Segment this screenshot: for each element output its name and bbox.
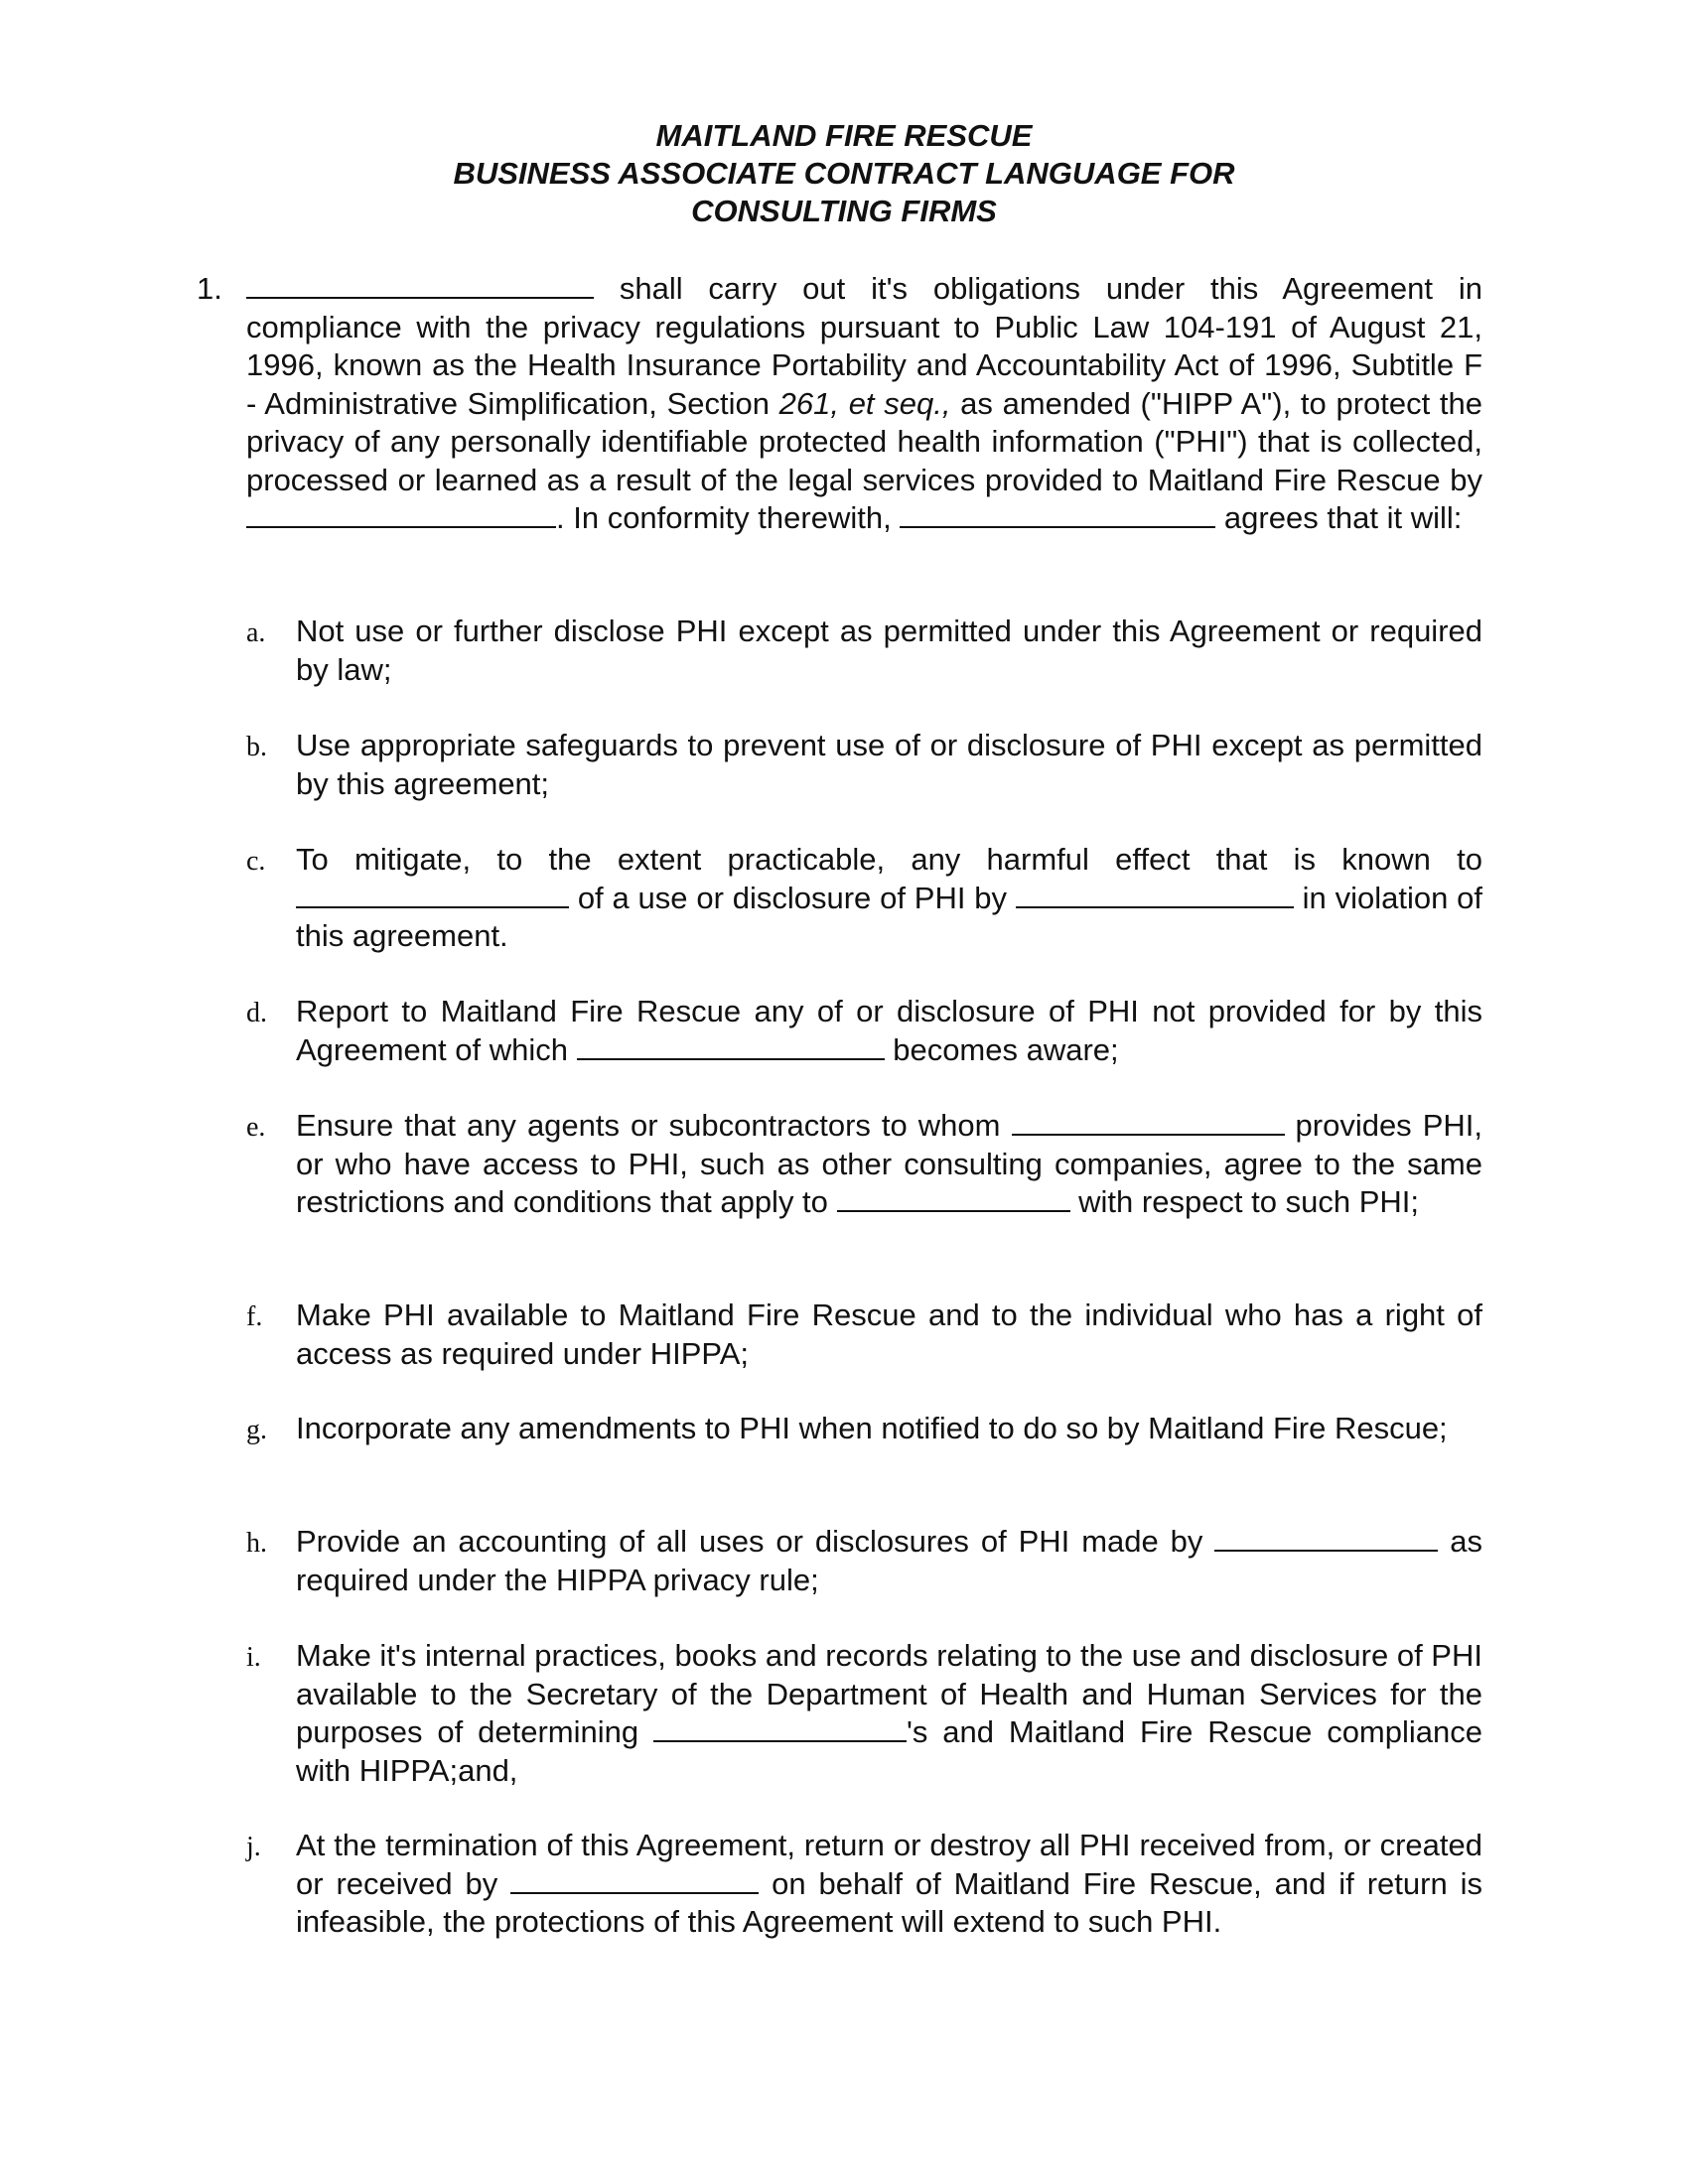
clause-number: 1.: [197, 271, 222, 306]
clause-text-segment: 's and Maitland Fire Rescue compliance with HIPPA;and,: [296, 1714, 1482, 1788]
document-header: [0, 117, 1688, 230]
sub-clause-letter: i.: [246, 1642, 261, 1673]
header-title-line-1: MAITLAND FIRE RESCUE: [655, 118, 1033, 153]
clause-text-segment: shall carry out it's obligations under this Agreement in compliance with the privacy regulations pursuant to Public Law 104-191 of August 21, 1996, known as the Health Insurance Portability and Accountability Act of 1996, Subtitle F - Administrative Simplification, Section: [246, 271, 1482, 421]
clause-text-segment: Incorporate any amendments to PHI when notified to do so by Maitland Fire Rescue;: [296, 1411, 1448, 1445]
clause-text-segment: . In conformity therewith,: [556, 500, 901, 535]
sub-clause-text: [296, 1637, 1482, 1790]
blank-line: [1016, 881, 1294, 908]
sub-clause-letter: e.: [246, 1112, 266, 1143]
clause-text-segment: Report to Maitland Fire Rescue any of or disclosure of PHI not provided for by this Agreement of which: [296, 994, 1482, 1067]
clause-text-segment: Use appropriate safeguards to prevent use of or disclosure of PHI except as permitted by this agreement;: [296, 728, 1482, 801]
blank-line: [900, 500, 1215, 528]
header-title-line-2: BUSINESS ASSOCIATE CONTRACT LANGUAGE FOR: [453, 156, 1235, 191]
clause-text-segment: To mitigate, to the extent practicable, any harmful effect that is known to: [296, 842, 1482, 877]
sub-clause-letter: f.: [246, 1301, 263, 1332]
clause-text-segment: Make PHI available to Maitland Fire Rescue and to the individual who has a right of access as required under HIPPA;: [296, 1297, 1482, 1371]
sub-clause-letter: c.: [246, 846, 266, 877]
clause-text-segment: Provide an accounting of all uses or disclosures of PHI made by: [296, 1524, 1215, 1559]
blank-line: [577, 1032, 885, 1060]
sub-clause-letter: b.: [246, 732, 267, 762]
sub-clause-letter: d.: [246, 998, 267, 1028]
blank-line: [296, 881, 569, 908]
clause-text-segment: with respect to such PHI;: [1069, 1184, 1420, 1219]
blank-line: [1012, 1108, 1285, 1136]
clause-text-segment: as amended ("HIPP A"), to protect the privacy of any personally identifiable protected health information ("PHI") that is collected, processed or learned as a result of the legal services provided to Maitland Fire Rescue by: [246, 385, 1483, 497]
clause-text-segment: becomes aware;: [884, 1031, 1119, 1067]
sub-clause-text: [296, 993, 1482, 1069]
sub-clause-text: [296, 727, 1482, 803]
sub-clause-text: [296, 1827, 1482, 1942]
sub-clause-letter: h.: [246, 1528, 267, 1559]
clause-text-segment: agrees that it will:: [1215, 500, 1463, 535]
header-title-line-3: CONSULTING FIRMS: [691, 194, 997, 228]
sub-clause-text: [296, 613, 1482, 689]
clause-text-segment: of a use or disclosure of PHI by: [569, 880, 1016, 915]
sub-clause-letter: a.: [246, 617, 266, 648]
blank-line: [246, 271, 594, 299]
sub-clause-text: [296, 841, 1482, 956]
sub-clause-text: [296, 1297, 1482, 1373]
clause-text-segment: At the termination of this Agreement, return or destroy all PHI received from, or created or received by: [296, 1828, 1482, 1901]
clause-1-text: [246, 270, 1482, 538]
sub-clause-text: [296, 1107, 1482, 1222]
sub-clause-letter: j.: [246, 1832, 261, 1862]
clause-text-segment: Ensure that any agents or subcontractors to whom: [296, 1108, 1012, 1143]
sub-clause-text: [296, 1410, 1482, 1448]
clause-text-segment: Not use or further disclose PHI except as permitted under this Agreement or required by law;: [296, 614, 1482, 687]
clause-text-segment: Make it's internal practices, books and records relating to the use and disclosure of PHI available to the Secretary of the Department of Health and Human Services for the purposes of determining: [296, 1638, 1482, 1749]
blank-line: [1214, 1524, 1438, 1552]
sub-clause-text: [296, 1523, 1482, 1599]
clause-text-segment: provides PHI, or who have access to PHI, such as other consulting companies, agree to the same restrictions and conditions that apply to: [296, 1108, 1482, 1219]
clause-text-segment: on behalf of Maitland Fire Rescue, and if return is infeasible, the protections of this Agreement will extend to such PHI.: [296, 1865, 1482, 1939]
blank-line: [653, 1714, 907, 1742]
blank-line: [246, 500, 556, 528]
blank-line: [837, 1184, 1070, 1212]
clause-text-segment: in violation of this agreement.: [296, 880, 1482, 953]
section-citation: 261, et seq.,: [778, 385, 951, 421]
blank-line: [510, 1866, 759, 1894]
clause-text-segment: as required under the HIPPA privacy rule;: [296, 1524, 1483, 1597]
sub-clause-letter: g.: [246, 1415, 267, 1445]
